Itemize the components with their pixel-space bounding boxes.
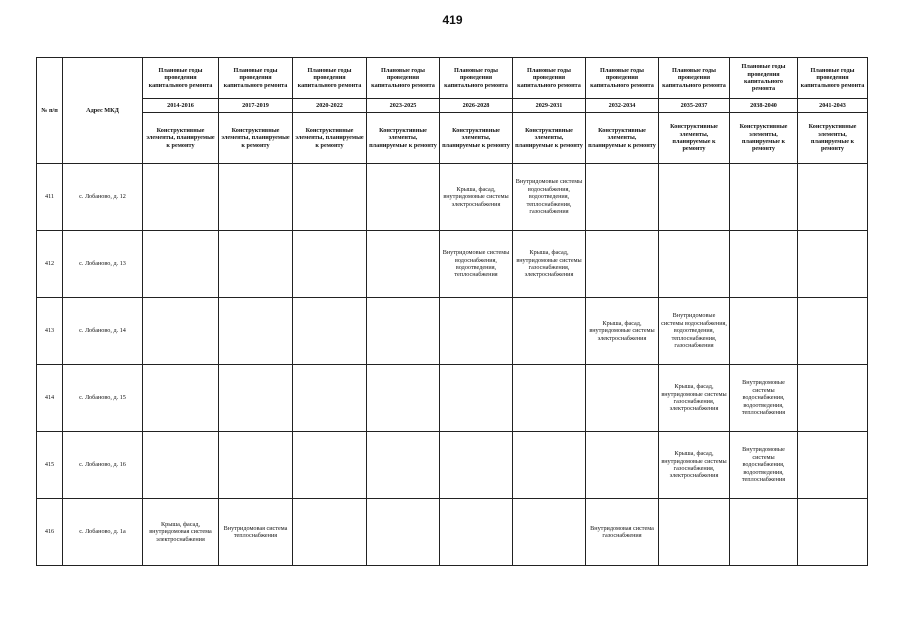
row-number: 415 bbox=[37, 432, 63, 499]
period-header: 2029-2031 bbox=[513, 99, 586, 113]
repair-elements-cell bbox=[367, 365, 440, 432]
repair-elements-cell: Крыша, фасад, внутридомовые системы газоснабжения, электроснабжения bbox=[659, 432, 730, 499]
row-number: 413 bbox=[37, 298, 63, 365]
planned-years-header: Плановые годы проведения капитального ремонта bbox=[143, 58, 219, 99]
repair-elements-cell bbox=[143, 432, 219, 499]
repair-elements-cell: Крыша, фасад, внутридомовые системы электроснабжения bbox=[440, 164, 513, 231]
repair-elements-cell: Внутридомовые системы водоснабжения, водоотведения, теплоснабжения bbox=[730, 365, 798, 432]
page-number: 419 bbox=[442, 13, 463, 27]
repair-elements-cell bbox=[798, 231, 868, 298]
repair-elements-cell bbox=[143, 298, 219, 365]
row-number: 414 bbox=[37, 365, 63, 432]
repair-elements-cell bbox=[586, 231, 659, 298]
planned-years-header: Плановые годы проведения капитального ремонта bbox=[219, 58, 293, 99]
repair-elements-cell bbox=[143, 164, 219, 231]
elements-header: Конструктивные элементы, планируемые к ремонту bbox=[513, 113, 586, 164]
repair-elements-cell bbox=[143, 365, 219, 432]
repair-elements-cell bbox=[513, 298, 586, 365]
repair-elements-cell bbox=[293, 432, 367, 499]
period-header: 2032-2034 bbox=[586, 99, 659, 113]
repair-elements-cell bbox=[219, 432, 293, 499]
elements-header: Конструктивные элементы, планируемые к ремонту bbox=[143, 113, 219, 164]
planned-years-header: Плановые годы проведения капитального ремонта bbox=[730, 58, 798, 99]
repair-elements-cell: Крыша, фасад, внутридомовые системы газоснабжения, электроснабжения bbox=[659, 365, 730, 432]
header-row-periods bbox=[37, 99, 868, 113]
repair-elements-cell bbox=[219, 231, 293, 298]
row-address: с. Лобаново, д. 13 bbox=[63, 231, 143, 298]
period-header: 2041-2043 bbox=[798, 99, 868, 113]
elements-header: Конструктивные элементы, планируемые к ремонту bbox=[798, 113, 868, 164]
repair-elements-cell bbox=[586, 432, 659, 499]
elements-header: Конструктивные элементы, планируемые к ремонту bbox=[730, 113, 798, 164]
row-number: 412 bbox=[37, 231, 63, 298]
table-row bbox=[37, 499, 868, 566]
row-number: 416 bbox=[37, 499, 63, 566]
repair-elements-cell: Внутридомовая система теплоснабжения bbox=[219, 499, 293, 566]
elements-header: Конструктивные элементы, планируемые к ремонту bbox=[367, 113, 440, 164]
repair-elements-cell bbox=[730, 298, 798, 365]
row-address: с. Лобаново, д. 15 bbox=[63, 365, 143, 432]
planned-years-header: Плановые годы проведения капитального ремонта bbox=[367, 58, 440, 99]
elements-header: Конструктивные элементы, планируемые к ремонту bbox=[293, 113, 367, 164]
repair-elements-cell bbox=[730, 231, 798, 298]
repair-elements-cell bbox=[367, 499, 440, 566]
period-header: 2035-2037 bbox=[659, 99, 730, 113]
repair-elements-cell bbox=[730, 499, 798, 566]
table-row bbox=[37, 298, 868, 365]
period-header: 2026-2028 bbox=[440, 99, 513, 113]
planned-years-header: Плановые годы проведения капитального ремонта bbox=[440, 58, 513, 99]
number-column-header: № п/п bbox=[37, 58, 63, 164]
repair-elements-cell bbox=[367, 231, 440, 298]
repair-elements-cell bbox=[293, 499, 367, 566]
repair-elements-cell bbox=[219, 365, 293, 432]
elements-header: Конструктивные элементы, планируемые к ремонту bbox=[440, 113, 513, 164]
planned-years-header: Плановые годы проведения капитального ремонта bbox=[513, 58, 586, 99]
repair-elements-cell bbox=[586, 365, 659, 432]
repair-elements-cell bbox=[730, 164, 798, 231]
planned-years-header: Плановые годы проведения капитального ремонта bbox=[798, 58, 868, 99]
period-header: 2020-2022 bbox=[293, 99, 367, 113]
repair-elements-cell bbox=[798, 298, 868, 365]
repair-elements-cell bbox=[798, 365, 868, 432]
repair-elements-cell bbox=[798, 164, 868, 231]
repair-elements-cell bbox=[293, 298, 367, 365]
repair-elements-cell bbox=[798, 432, 868, 499]
period-header: 2014-2016 bbox=[143, 99, 219, 113]
repair-elements-cell bbox=[219, 164, 293, 231]
repair-elements-cell bbox=[513, 432, 586, 499]
repair-elements-cell bbox=[143, 231, 219, 298]
row-address: с. Лобаново, д. 16 bbox=[63, 432, 143, 499]
repair-elements-cell bbox=[659, 499, 730, 566]
row-address: с. Лобаново, д. 14 bbox=[63, 298, 143, 365]
planned-years-header: Плановые годы проведения капитального ремонта bbox=[293, 58, 367, 99]
repair-elements-cell bbox=[440, 298, 513, 365]
repair-elements-cell bbox=[293, 164, 367, 231]
repair-elements-cell bbox=[440, 365, 513, 432]
repair-elements-cell bbox=[367, 432, 440, 499]
repair-elements-cell: Крыша, фасад, внутридомовая система электроснабжения bbox=[143, 499, 219, 566]
header-row-years bbox=[37, 58, 868, 99]
repair-elements-cell bbox=[513, 499, 586, 566]
elements-header: Конструктивные элементы, планируемые к ремонту bbox=[586, 113, 659, 164]
repair-elements-cell bbox=[219, 298, 293, 365]
repair-elements-cell: Внутридомовая система газоснабжения bbox=[586, 499, 659, 566]
elements-header: Конструктивные элементы, планируемые к ремонту bbox=[659, 113, 730, 164]
row-address: с. Лобаново, д. 1а bbox=[63, 499, 143, 566]
address-column-header: Адрес МКД bbox=[63, 58, 143, 164]
table-row bbox=[37, 365, 868, 432]
period-header: 2038-2040 bbox=[730, 99, 798, 113]
capital-repair-plan-table bbox=[36, 57, 868, 566]
repair-elements-cell: Внутридомовые системы водоснабжения, водоотведения, теплоснабжения, газоснабжения bbox=[513, 164, 586, 231]
repair-elements-cell bbox=[659, 231, 730, 298]
repair-elements-cell: Внутридомовые системы водоснабжения, водоотведения, теплоснабжения bbox=[730, 432, 798, 499]
repair-elements-cell: Крыша, фасад, внутридомовые системы электроснабжения bbox=[586, 298, 659, 365]
repair-elements-cell bbox=[367, 164, 440, 231]
repair-elements-cell bbox=[586, 164, 659, 231]
header-row-elements bbox=[37, 113, 868, 164]
period-header: 2017-2019 bbox=[219, 99, 293, 113]
planned-years-header: Плановые годы проведения капитального ремонта bbox=[659, 58, 730, 99]
table-row bbox=[37, 164, 868, 231]
repair-elements-cell: Внутридомовые системы водоснабжения, водоотведения, теплоснабжения bbox=[440, 231, 513, 298]
elements-header: Конструктивные элементы, планируемые к ремонту bbox=[219, 113, 293, 164]
repair-elements-cell bbox=[798, 499, 868, 566]
repair-elements-cell bbox=[440, 432, 513, 499]
planned-years-header: Плановые годы проведения капитального ремонта bbox=[586, 58, 659, 99]
repair-elements-cell: Внутридомовые системы водоснабжения, водоотведения, теплоснабжения, газоснабжения bbox=[659, 298, 730, 365]
repair-elements-cell bbox=[440, 499, 513, 566]
table-row bbox=[37, 231, 868, 298]
table-row bbox=[37, 432, 868, 499]
repair-elements-cell bbox=[293, 231, 367, 298]
repair-elements-cell bbox=[659, 164, 730, 231]
period-header: 2023-2025 bbox=[367, 99, 440, 113]
row-address: с. Лобаново, д. 12 bbox=[63, 164, 143, 231]
row-number: 411 bbox=[37, 164, 63, 231]
repair-elements-cell bbox=[513, 365, 586, 432]
repair-elements-cell bbox=[293, 365, 367, 432]
repair-elements-cell bbox=[367, 298, 440, 365]
repair-elements-cell: Крыша, фасад, внутридомовые системы газоснабжения, электроснабжения bbox=[513, 231, 586, 298]
